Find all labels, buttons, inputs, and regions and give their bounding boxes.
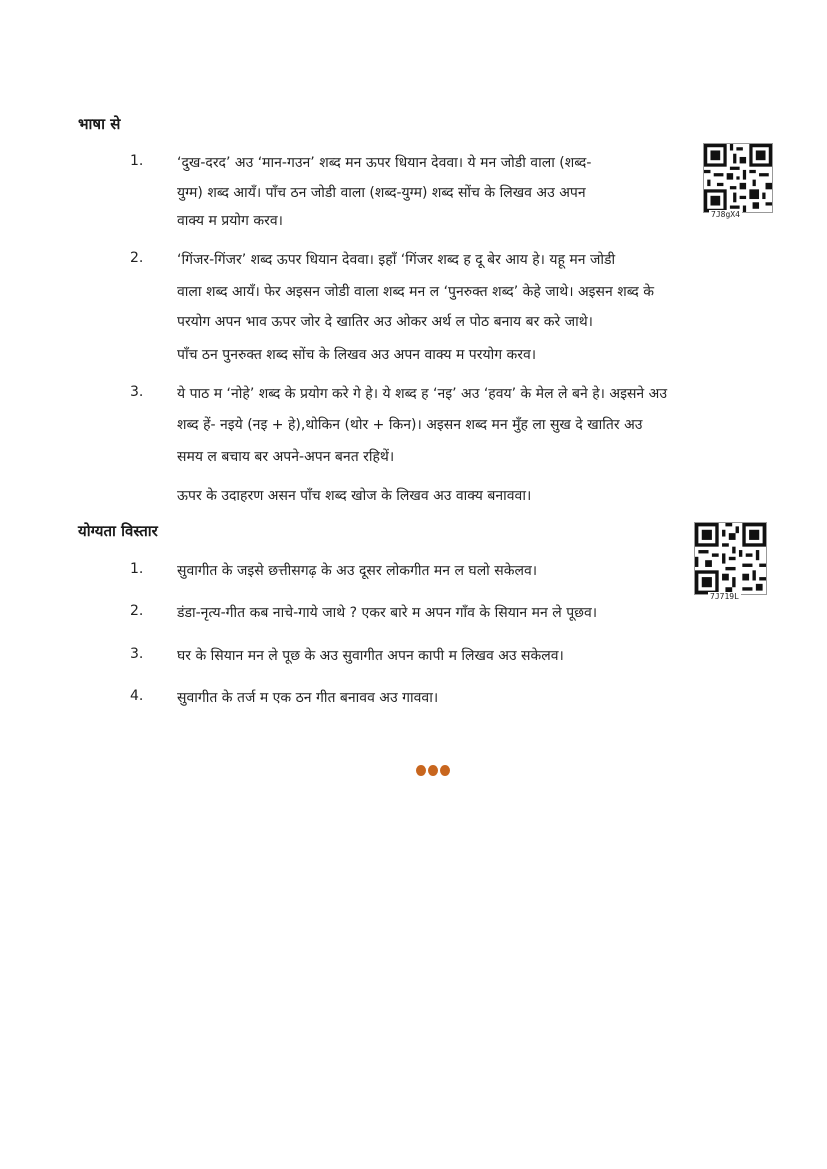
section-title-yogyata-vistar: योग्यता विस्तार: [78, 522, 158, 540]
item-line: ऊपर के उदाहरण असन पाँच शब्द खोज के लिखव अउ वाक्य बनाववा।: [177, 488, 532, 504]
item-line: युग्म) शब्द आयँ। पाँच ठन जोडी वाला (शब्द-युग्म) शब्द सोंच के लिखव अउ अपन: [177, 185, 586, 201]
item-number: 2.: [130, 250, 144, 266]
item-number: 3.: [130, 646, 144, 662]
qr-code-caption: 7J8gX4: [711, 210, 740, 219]
qr-code-icon: [694, 522, 767, 595]
qr-code-2[interactable]: [694, 522, 767, 601]
ornament-dot: [416, 765, 426, 776]
section-title-bhasha-se: भाषा से: [78, 115, 121, 133]
item-number: 3.: [130, 384, 144, 400]
item-line: परयोग अपन भाव ऊपर जोर दे खातिर अउ ओकर अर्थ ल पोठ बनाय बर करे जाथे।: [177, 314, 593, 330]
end-ornament-icon: [416, 765, 450, 776]
item-line: सुवागीत के जइसे छत्तीसगढ़ के अउ दूसर लोकगीत मन ल घलो सकेलव।: [177, 563, 538, 579]
item-line: शब्द हें- नइये (नइ + हे),थोकिन (थोर + किन)। अइसन शब्द मन मुँह ला सुख दे खातिर अउ: [177, 417, 643, 433]
item-line: ‘गिंजर-गिंजर’ शब्द ऊपर धियान देववा। इहाँ ‘गिंजर शब्द ह दू बेर आय हे। यहू मन जोडी: [177, 252, 616, 268]
item-line: वाला शब्द आयँ। फेर अइसन जोडी वाला शब्द मन ल ‘पुनरुक्त शब्द’ केहे जाथे। अइसन शब्द के: [177, 284, 655, 300]
ornament-dot: [440, 765, 450, 776]
ornament-dot: [428, 765, 438, 776]
item-line: पाँच ठन पुनरुक्त शब्द सोंच के लिखव अउ अपन वाक्य म परयोग करव।: [177, 347, 537, 363]
item-line: वाक्य म प्रयोग करव।: [177, 213, 283, 229]
item-line: ‘दुख-दरद’ अउ ‘मान-गउन’ शब्द मन ऊपर धियान देववा। ये मन जोडी वाला (शब्द-: [177, 155, 592, 171]
item-number: 1.: [130, 561, 144, 577]
item-number: 1.: [130, 153, 144, 169]
item-line: सुवागीत के तर्ज म एक ठन गीत बनावव अउ गाववा।: [177, 690, 439, 706]
qr-code-icon: [703, 143, 773, 213]
qr-code-1[interactable]: [703, 143, 773, 219]
item-number: 2.: [130, 603, 144, 619]
item-line: घर के सियान मन ले पूछ के अउ सुवागीत अपन कापी म लिखव अउ सकेलव।: [177, 648, 564, 664]
item-line: ये पाठ म ‘नोहे’ शब्द के प्रयोग करे गे हे। ये शब्द ह ‘नइ’ अउ ‘हवय’ के मेल ले बने हे। अइसने अउ: [177, 386, 668, 402]
item-line: डंडा-नृत्य-गीत कब नाचे-गाये जाथे ? एकर बारे म अपन गाँव के सियान मन ले पूछव।: [177, 605, 598, 621]
item-number: 4.: [130, 688, 144, 704]
qr-code-caption: 7J719L: [710, 592, 739, 601]
item-line: समय ल बचाय बर अपने-अपन बनत रहिथें।: [177, 449, 395, 465]
